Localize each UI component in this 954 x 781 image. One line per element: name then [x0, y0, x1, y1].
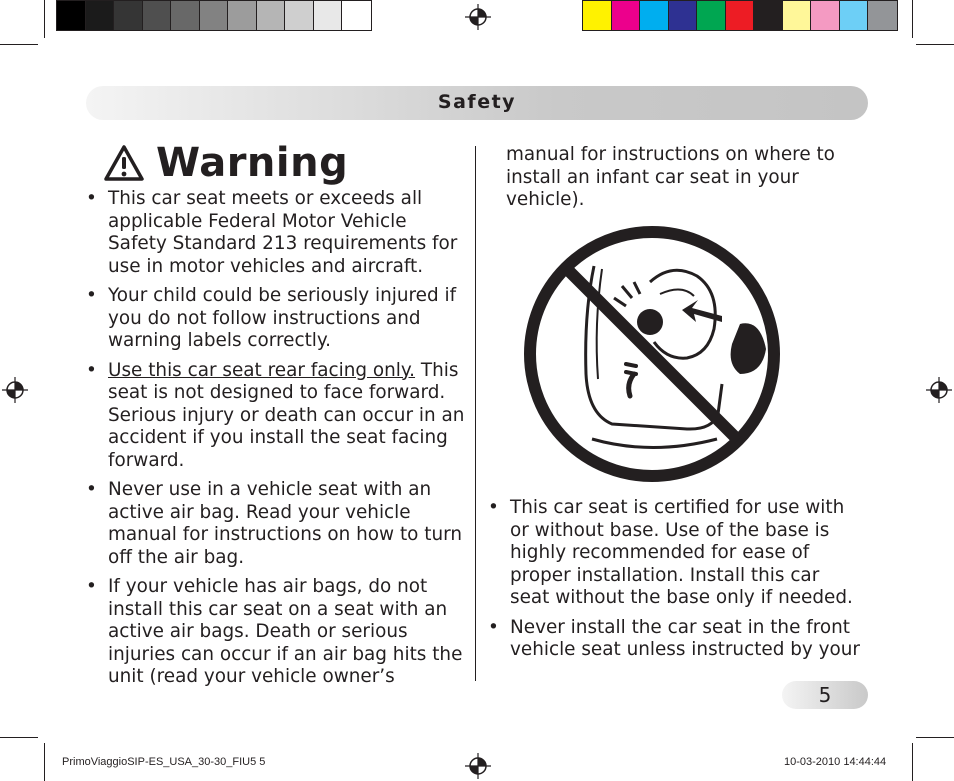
color-swatch	[57, 1, 86, 30]
list-item: • Use this car seat rear facing only. This seat is not designed to face forward. Serious injury or death can occur in an accident if you install the seat facing forward.	[86, 360, 466, 473]
list-item: • This car seat is certified for use with or without base. Use of the base is highly recommended for ease of proper installation. Install this car seat without the base only if needed.	[488, 497, 864, 610]
crop-mark	[912, 743, 913, 781]
list-item: • Never use in a vehicle seat with an active air bag. Read your vehicle manual for instructions on how to turn off the air bag.	[86, 479, 466, 569]
color-swatch	[583, 1, 612, 30]
registration-mark-icon	[926, 377, 952, 403]
list-item: • This car seat meets or exceeds all applicable Federal Motor Vehicle Safety Standard 213 requirements for use in motor vehicles and aircraft.	[86, 188, 466, 278]
color-swatch	[285, 1, 314, 30]
registration-mark-icon	[465, 753, 491, 779]
registration-mark-icon	[465, 4, 491, 30]
color-swatch	[171, 1, 200, 30]
crop-mark	[44, 0, 45, 38]
footer-file-label: PrimoViaggioSIP-ES_USA_30-30_FIU5 5	[62, 756, 266, 768]
right-continuation: manual for instructions on where to install an infant car seat in your vehicle).	[506, 144, 835, 210]
left-column	[86, 188, 466, 696]
color-swatch	[868, 1, 897, 30]
list-item: • If your vehicle has air bags, do not install this car seat on a seat with an active air bags. Death or serious injuries can occur if an air bag hits the unit (read your vehicle owner’s	[86, 576, 466, 689]
warning-heading	[104, 140, 348, 186]
crop-mark	[44, 743, 45, 781]
crop-mark	[916, 44, 954, 45]
registration-mark-icon	[2, 377, 28, 403]
color-swatch	[726, 1, 755, 30]
page-number: 5	[782, 681, 868, 709]
color-swatch	[143, 1, 172, 30]
color-swatch	[754, 1, 783, 30]
grayscale-color-bar	[56, 0, 372, 31]
color-swatch	[640, 1, 669, 30]
crop-mark	[0, 737, 38, 738]
color-swatch	[228, 1, 257, 30]
color-swatch	[114, 1, 143, 30]
color-swatch	[697, 1, 726, 30]
column-divider	[475, 146, 476, 681]
color-swatch	[783, 1, 812, 30]
color-swatch	[314, 1, 343, 30]
warning-triangle-icon	[104, 145, 144, 181]
crop-mark	[912, 0, 913, 38]
rear-facing-emphasis: Use this car seat rear facing only.	[108, 359, 416, 381]
color-swatch	[200, 1, 229, 30]
warning-title: Warning	[156, 140, 349, 186]
color-swatch	[86, 1, 115, 30]
color-swatch	[669, 1, 698, 30]
crop-mark	[0, 44, 38, 45]
color-swatch	[811, 1, 840, 30]
section-title: Safety	[437, 91, 517, 113]
color-swatch	[257, 1, 286, 30]
list-item: • Never install the car seat in the front vehicle seat unless instructed by your	[488, 617, 864, 662]
color-swatch	[840, 1, 869, 30]
list-item: • Your child could be seriously injured if you do not follow instructions and warning labels correctly.	[86, 285, 466, 353]
process-color-bar	[582, 0, 898, 31]
footer-timestamp: 10-03-2010 14:44:44	[784, 756, 887, 768]
no-airbag-prohibition-icon	[522, 224, 782, 484]
section-banner	[86, 86, 868, 120]
right-column	[488, 497, 864, 669]
color-swatch	[612, 1, 641, 30]
color-swatch	[342, 1, 371, 30]
crop-mark	[916, 737, 954, 738]
